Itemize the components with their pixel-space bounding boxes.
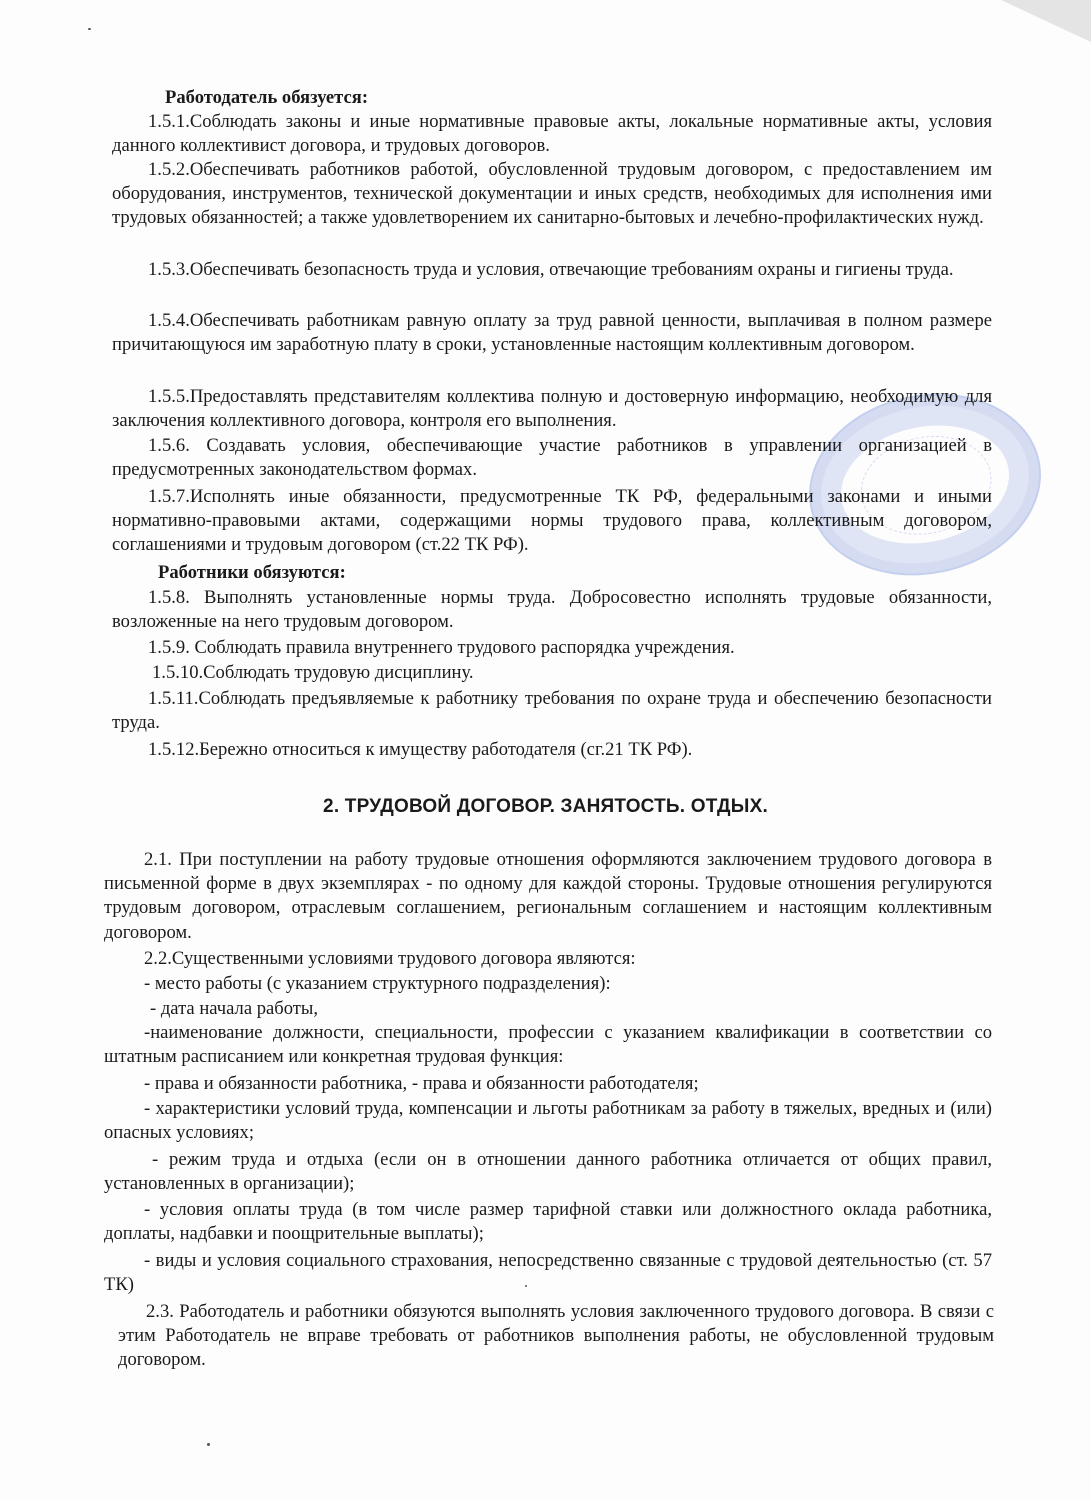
condition-item: - дата начала работы,: [150, 998, 319, 1019]
clause-1-5-3: 1.5.3.Обеспечивать безопасность труда и условия, отвечающие требованиям охраны и гигиены труда.: [148, 259, 954, 280]
clause-2-2: 2.2.Существенными условиями трудового договора являются:: [144, 948, 636, 969]
condition-item: - характеристики условий труда, компенсации и льготы работникам за работу в тяжелых, вредных и (или) опасных условиях;: [104, 1098, 992, 1144]
clause-2-3: 2.3. Работодатель и работники обязуются выполнять условия заключенного трудового договора. В связи с этим Работодатель не вправе требовать от работников выполнения работы, не обусловленной трудовым договором.: [118, 1301, 994, 1371]
section-2-title: 2. ТРУДОВОЙ ДОГОВОР. ЗАНЯТОСТЬ. ОТДЫХ.: [323, 796, 768, 817]
clause-1-5-1: 1.5.1.Соблюдать законы и иные нормативные правовые акты, локальные нормативные акты, условия данного коллективист договора, и трудовых договоров.: [112, 111, 992, 157]
condition-item: - режим труда и отдыха (если он в отношении данного работника отличается от общих правил, установленных в организации);: [104, 1149, 992, 1195]
condition-item: - виды и условия социального страхования, непосредственно связанные с трудовой деятельностью (ст. 57 ТК): [104, 1250, 992, 1296]
clause-1-5-11: 1.5.11.Соблюдать предъявляемые к работнику требования по охране труда и обеспечению безопасности труда.: [112, 688, 992, 734]
scan-speck: [88, 28, 91, 30]
clause-1-5-8: 1.5.8. Выполнять установленные нормы труда. Добросовестно исполнять трудовые обязанности, возложенные на него трудовым договором.: [112, 587, 992, 633]
scan-speck: [207, 1443, 210, 1446]
clause-1-5-10: 1.5.10.Соблюдать трудовую дисциплину.: [152, 662, 474, 683]
page-corner-fold: [1001, 0, 1091, 42]
condition-item: - условия оплаты труда (в том числе размер тарифной ставки или должностного оклада работника, доплаты, надбавки и поощрительные выплаты);: [104, 1199, 992, 1245]
clause-1-5-5: 1.5.5.Предоставлять представителям коллектива полную и достоверную информацию, необходимую для заключения коллективного договора, контроля его выполнения.: [112, 386, 992, 432]
clause-1-5-2: 1.5.2.Обеспечивать работников работой, обусловленной трудовым договором, с предоставлением им оборудования, инструментов, технической документации и иных средств, необходимых для исполнения ими трудовых обязанностей; а также удовлетворением их санитарно-бытовых и лечебно-профилактических нужд.: [112, 159, 992, 229]
clause-1-5-12: 1.5.12.Бережно относиться к имуществу работодателя (сг.21 ТК РФ).: [148, 739, 693, 760]
condition-item: - права и обязанности работника, - права и обязанности работодателя;: [144, 1073, 699, 1094]
condition-item: - место работы (с указанием структурного подразделения):: [144, 973, 611, 994]
clause-2-1: 2.1. При поступлении на работу трудовые отношения оформляются заключением трудового договора в письменной форме в двух экземплярах - по одному для каждой стороны. Трудовые отношения регулируются трудовым договором, отраслевым соглашением, региональным соглашением и настоящим коллективным договором.: [104, 849, 992, 943]
employer-heading: Работодатель обязуется:: [165, 87, 369, 108]
clause-1-5-4: 1.5.4.Обеспечивать работникам равную оплату за труд равной ценности, выплачивая в полном размере причитающуюся им заработную плату в сроки, установленные настоящим коллективным договором.: [112, 310, 992, 356]
condition-item: -наименование должности, специальности, профессии с указанием квалификации в соответствии со штатным расписанием или конкретная трудовая функция:: [104, 1022, 992, 1068]
clause-1-5-7: 1.5.7.Исполнять иные обязанности, предусмотренные ТК РФ, федеральными законами и иными нормативно-правовыми актами, содержащими нормы трудового права, коллективным договором, соглашениями и трудовым договором (ст.22 ТК РФ).: [112, 486, 992, 556]
clause-1-5-9: 1.5.9. Соблюдать правила внутреннего трудового распорядка учреждения.: [148, 637, 735, 658]
workers-heading: Работники обязуются:: [158, 562, 346, 583]
clause-1-5-6: 1.5.6. Создавать условия, обеспечивающие участие работников в управлении организацией в предусмотренных законодательством формах.: [112, 435, 992, 481]
